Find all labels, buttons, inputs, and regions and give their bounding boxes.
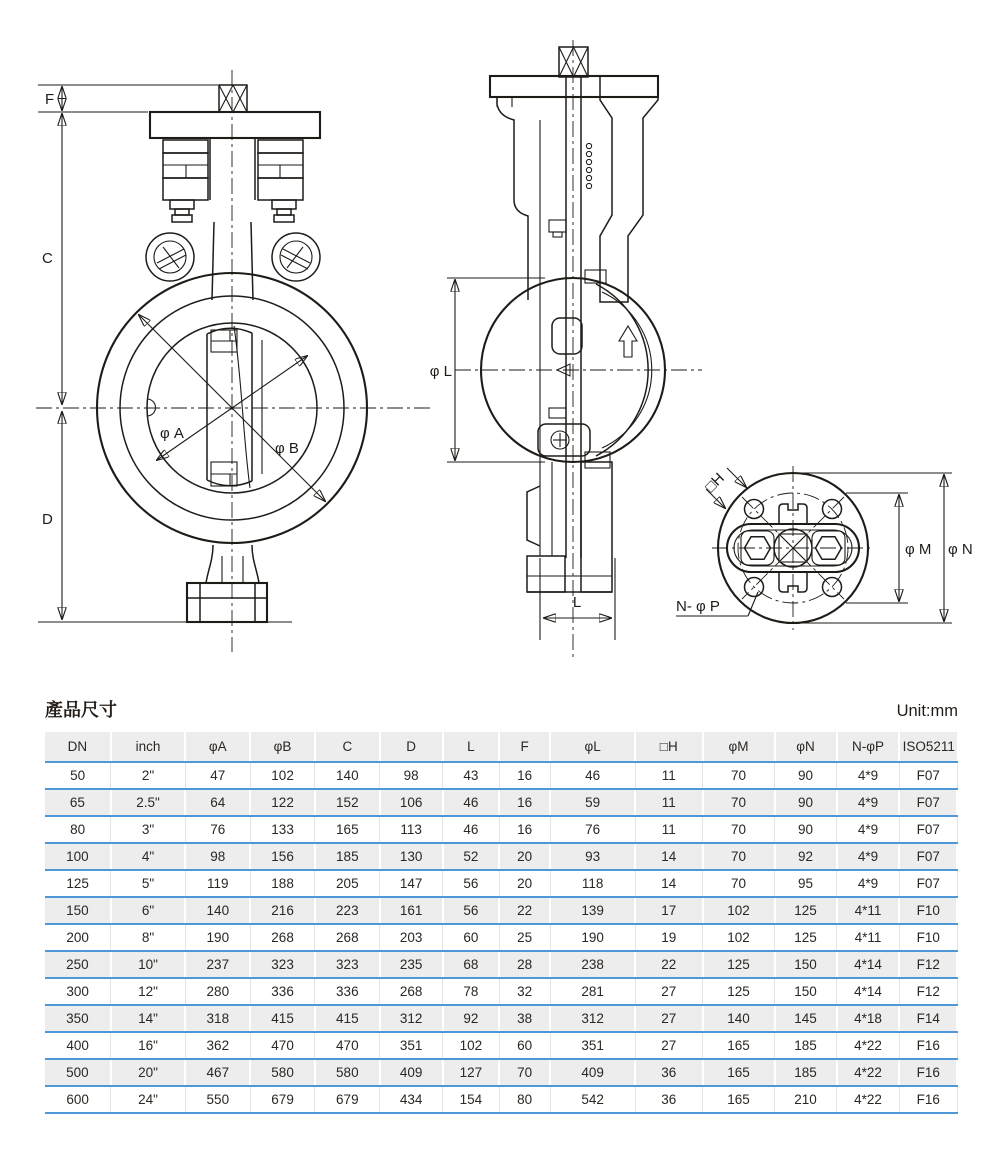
table-cell: F16 — [899, 1032, 957, 1059]
table-cell: 190 — [550, 924, 635, 951]
table-cell: F07 — [899, 843, 957, 870]
table-cell: 165 — [703, 1059, 775, 1086]
table-cell: 102 — [443, 1032, 500, 1059]
table-cell: 165 — [703, 1032, 775, 1059]
table-row — [45, 951, 957, 978]
table-cell: 127 — [443, 1059, 500, 1086]
table-cell: 679 — [250, 1086, 315, 1113]
table-cell: 14" — [111, 1005, 186, 1032]
table-cell: 133 — [250, 816, 315, 843]
table-cell: 140 — [315, 762, 380, 789]
table-cell: 125 — [775, 897, 837, 924]
column-header: D — [380, 732, 443, 762]
table-cell: 154 — [443, 1086, 500, 1113]
dim-label-phi-a: φ A — [160, 425, 184, 442]
table-cell: 4*22 — [837, 1086, 900, 1113]
column-header: □H — [635, 732, 702, 762]
table-cell: 4*18 — [837, 1005, 900, 1032]
table-cell: 318 — [185, 1005, 250, 1032]
table-cell: 10" — [111, 951, 186, 978]
table-cell: 600 — [45, 1086, 111, 1113]
table-cell: 351 — [380, 1032, 443, 1059]
table-cell: 11 — [635, 816, 702, 843]
table-row — [45, 870, 957, 897]
table-cell: 409 — [550, 1059, 635, 1086]
table-cell: 20" — [111, 1059, 186, 1086]
table-cell: 16 — [499, 762, 550, 789]
table-cell: 122 — [250, 789, 315, 816]
table-cell: F07 — [899, 789, 957, 816]
table-cell: F10 — [899, 924, 957, 951]
table-cell: 125 — [703, 951, 775, 978]
table-cell: 70 — [703, 762, 775, 789]
table-cell: 2" — [111, 762, 186, 789]
table-cell: 78 — [443, 978, 500, 1005]
table-cell: 351 — [550, 1032, 635, 1059]
column-header: φL — [550, 732, 635, 762]
table-cell: 46 — [443, 789, 500, 816]
table-cell: 152 — [315, 789, 380, 816]
table-row — [45, 1086, 957, 1113]
table-cell: 125 — [703, 978, 775, 1005]
table-cell: 434 — [380, 1086, 443, 1113]
table-cell: 52 — [443, 843, 500, 870]
table-cell: 238 — [550, 951, 635, 978]
table-row — [45, 816, 957, 843]
table-cell: 27 — [635, 978, 702, 1005]
table-cell: 400 — [45, 1032, 111, 1059]
front-view — [36, 70, 430, 652]
table-cell: 4*11 — [837, 924, 900, 951]
table-cell: 550 — [185, 1086, 250, 1113]
table-cell: 70 — [499, 1059, 550, 1086]
table-cell: 36 — [635, 1059, 702, 1086]
table-cell: 76 — [550, 816, 635, 843]
table-cell: 161 — [380, 897, 443, 924]
table-cell: 4*9 — [837, 762, 900, 789]
column-header: φN — [775, 732, 837, 762]
table-cell: 59 — [550, 789, 635, 816]
table-cell: 467 — [185, 1059, 250, 1086]
table-header — [45, 732, 957, 762]
column-header: L — [443, 732, 500, 762]
table-body — [45, 762, 957, 1113]
top-flange-view — [676, 466, 973, 630]
table-cell: 56 — [443, 897, 500, 924]
column-header: φB — [250, 732, 315, 762]
dimension-table — [45, 732, 958, 1114]
column-header: ISO5211 — [899, 732, 957, 762]
table-cell: 90 — [775, 762, 837, 789]
dim-label-l: L — [572, 594, 582, 611]
table-cell: 336 — [250, 978, 315, 1005]
table-cell: 150 — [45, 897, 111, 924]
table-cell: 92 — [775, 843, 837, 870]
table-cell: 46 — [443, 816, 500, 843]
dim-label-square-h: □H — [701, 469, 728, 496]
table-cell: 16" — [111, 1032, 186, 1059]
table-cell: 68 — [443, 951, 500, 978]
dim-label-d: D — [42, 511, 53, 528]
table-cell: 20 — [499, 843, 550, 870]
table-cell: 268 — [380, 978, 443, 1005]
table-cell: 95 — [775, 870, 837, 897]
table-cell: 125 — [45, 870, 111, 897]
column-header: φM — [703, 732, 775, 762]
table-cell: 268 — [250, 924, 315, 951]
table-cell: 415 — [315, 1005, 380, 1032]
table-cell: 32 — [499, 978, 550, 1005]
table-cell: 415 — [250, 1005, 315, 1032]
table-cell: 14 — [635, 843, 702, 870]
table-cell: 22 — [499, 897, 550, 924]
table-row — [45, 1032, 957, 1059]
column-header: F — [499, 732, 550, 762]
table-cell: 4" — [111, 843, 186, 870]
table-cell: F12 — [899, 978, 957, 1005]
page-title: 產品尺寸 — [45, 700, 117, 720]
table-cell: 250 — [45, 951, 111, 978]
table-cell: 6" — [111, 897, 186, 924]
table-cell: 46 — [550, 762, 635, 789]
table-row — [45, 1005, 957, 1032]
table-cell: 70 — [703, 816, 775, 843]
table-cell: 12" — [111, 978, 186, 1005]
table-cell: 140 — [185, 897, 250, 924]
dim-label-phi-m: φ M — [905, 541, 932, 558]
table-cell: 80 — [499, 1086, 550, 1113]
table-cell: 409 — [380, 1059, 443, 1086]
table-cell: 150 — [775, 951, 837, 978]
table-cell: 210 — [775, 1086, 837, 1113]
table-cell: 190 — [185, 924, 250, 951]
table-cell: 102 — [703, 924, 775, 951]
table-cell: 3" — [111, 816, 186, 843]
table-cell: 98 — [380, 762, 443, 789]
table-cell: 76 — [185, 816, 250, 843]
table-cell: 80 — [45, 816, 111, 843]
table-cell: 102 — [703, 897, 775, 924]
unit-label: Unit:mm — [896, 702, 958, 720]
table-cell: 106 — [380, 789, 443, 816]
table-cell: 56 — [443, 870, 500, 897]
dim-label-phi-l: φ L — [429, 363, 452, 380]
table-cell: 362 — [185, 1032, 250, 1059]
column-header: N-φP — [837, 732, 900, 762]
table-cell: 27 — [635, 1032, 702, 1059]
table-cell: 237 — [185, 951, 250, 978]
table-cell: 156 — [250, 843, 315, 870]
table-cell: 4*14 — [837, 951, 900, 978]
table-cell: 119 — [185, 870, 250, 897]
table-cell: 185 — [315, 843, 380, 870]
dim-label-f: F — [45, 91, 55, 108]
table-cell: 11 — [635, 762, 702, 789]
table-cell: 312 — [380, 1005, 443, 1032]
section-view — [430, 40, 702, 658]
table-cell: F07 — [899, 762, 957, 789]
table-cell: F14 — [899, 1005, 957, 1032]
table-cell: 16 — [499, 789, 550, 816]
table-header-row — [45, 692, 958, 732]
table-cell: 5" — [111, 870, 186, 897]
table-cell: 65 — [45, 789, 111, 816]
table-cell: 145 — [775, 1005, 837, 1032]
dim-label-phi-n: φ N — [948, 541, 973, 558]
table-cell: 130 — [380, 843, 443, 870]
table-cell: 280 — [185, 978, 250, 1005]
table-cell: 70 — [703, 870, 775, 897]
column-header: C — [315, 732, 380, 762]
table-cell: 4*9 — [837, 843, 900, 870]
table-cell: 165 — [315, 816, 380, 843]
table-cell: 64 — [185, 789, 250, 816]
table-cell: 500 — [45, 1059, 111, 1086]
table-row — [45, 1059, 957, 1086]
table-cell: 100 — [45, 843, 111, 870]
table-cell: F16 — [899, 1059, 957, 1086]
table-cell: 125 — [775, 924, 837, 951]
table-cell: 140 — [703, 1005, 775, 1032]
table-cell: 216 — [250, 897, 315, 924]
table-row — [45, 762, 957, 789]
table-cell: F10 — [899, 897, 957, 924]
table-cell: 50 — [45, 762, 111, 789]
table-cell: 20 — [499, 870, 550, 897]
table-cell: 8" — [111, 924, 186, 951]
table-cell: 16 — [499, 816, 550, 843]
table-row — [45, 924, 957, 951]
table-cell: 188 — [250, 870, 315, 897]
table-cell: 4*22 — [837, 1032, 900, 1059]
table-cell: 679 — [315, 1086, 380, 1113]
table-cell: 470 — [315, 1032, 380, 1059]
table-cell: 323 — [250, 951, 315, 978]
table-cell: 17 — [635, 897, 702, 924]
table-cell: 60 — [499, 1032, 550, 1059]
dim-label-c: C — [42, 250, 53, 267]
table-cell: F12 — [899, 951, 957, 978]
table-cell: 350 — [45, 1005, 111, 1032]
table-cell: 36 — [635, 1086, 702, 1113]
table-cell: 235 — [380, 951, 443, 978]
table-row — [45, 843, 957, 870]
table-cell: 70 — [703, 843, 775, 870]
table-cell: F07 — [899, 870, 957, 897]
table-cell: 470 — [250, 1032, 315, 1059]
table-cell: 70 — [703, 789, 775, 816]
table-cell: 38 — [499, 1005, 550, 1032]
table-cell: 580 — [315, 1059, 380, 1086]
column-header: inch — [111, 732, 186, 762]
table-cell: 28 — [499, 951, 550, 978]
table-cell: 139 — [550, 897, 635, 924]
column-header: DN — [45, 732, 111, 762]
dimension-table-section — [45, 692, 958, 1114]
table-cell: 542 — [550, 1086, 635, 1113]
column-header: φA — [185, 732, 250, 762]
table-cell: 93 — [550, 843, 635, 870]
table-cell: 185 — [775, 1059, 837, 1086]
table-cell: 203 — [380, 924, 443, 951]
table-cell: 14 — [635, 870, 702, 897]
table-cell: 113 — [380, 816, 443, 843]
table-cell: 25 — [499, 924, 550, 951]
table-cell: 223 — [315, 897, 380, 924]
table-cell: 27 — [635, 1005, 702, 1032]
table-cell: 92 — [443, 1005, 500, 1032]
table-cell: 4*9 — [837, 789, 900, 816]
table-cell: 4*9 — [837, 816, 900, 843]
table-row — [45, 978, 957, 1005]
table-cell: 60 — [443, 924, 500, 951]
dim-label-phi-b: φ B — [275, 440, 299, 457]
table-row — [45, 789, 957, 816]
table-cell: 4*14 — [837, 978, 900, 1005]
table-cell: 268 — [315, 924, 380, 951]
table-cell: 43 — [443, 762, 500, 789]
table-cell: 98 — [185, 843, 250, 870]
table-cell: 4*9 — [837, 870, 900, 897]
table-cell: 4*22 — [837, 1059, 900, 1086]
table-cell: 24" — [111, 1086, 186, 1113]
table-cell: 312 — [550, 1005, 635, 1032]
table-cell: 11 — [635, 789, 702, 816]
table-row — [45, 897, 957, 924]
table-cell: 300 — [45, 978, 111, 1005]
table-cell: 185 — [775, 1032, 837, 1059]
table-cell: 580 — [250, 1059, 315, 1086]
table-cell: 90 — [775, 789, 837, 816]
table-cell: 2.5" — [111, 789, 186, 816]
table-cell: F07 — [899, 816, 957, 843]
table-cell: 323 — [315, 951, 380, 978]
dim-label-n-phi-p: N- φ P — [676, 598, 720, 615]
table-cell: 147 — [380, 870, 443, 897]
table-cell: 281 — [550, 978, 635, 1005]
table-cell: 47 — [185, 762, 250, 789]
table-cell: 165 — [703, 1086, 775, 1113]
table-cell: 4*11 — [837, 897, 900, 924]
table-cell: 90 — [775, 816, 837, 843]
table-cell: 336 — [315, 978, 380, 1005]
table-cell: 22 — [635, 951, 702, 978]
table-cell: 150 — [775, 978, 837, 1005]
table-cell: 205 — [315, 870, 380, 897]
table-cell: 19 — [635, 924, 702, 951]
table-cell: 102 — [250, 762, 315, 789]
table-cell: 200 — [45, 924, 111, 951]
table-cell: F16 — [899, 1086, 957, 1113]
table-cell: 118 — [550, 870, 635, 897]
flow-up-arrow-icon — [619, 326, 637, 357]
